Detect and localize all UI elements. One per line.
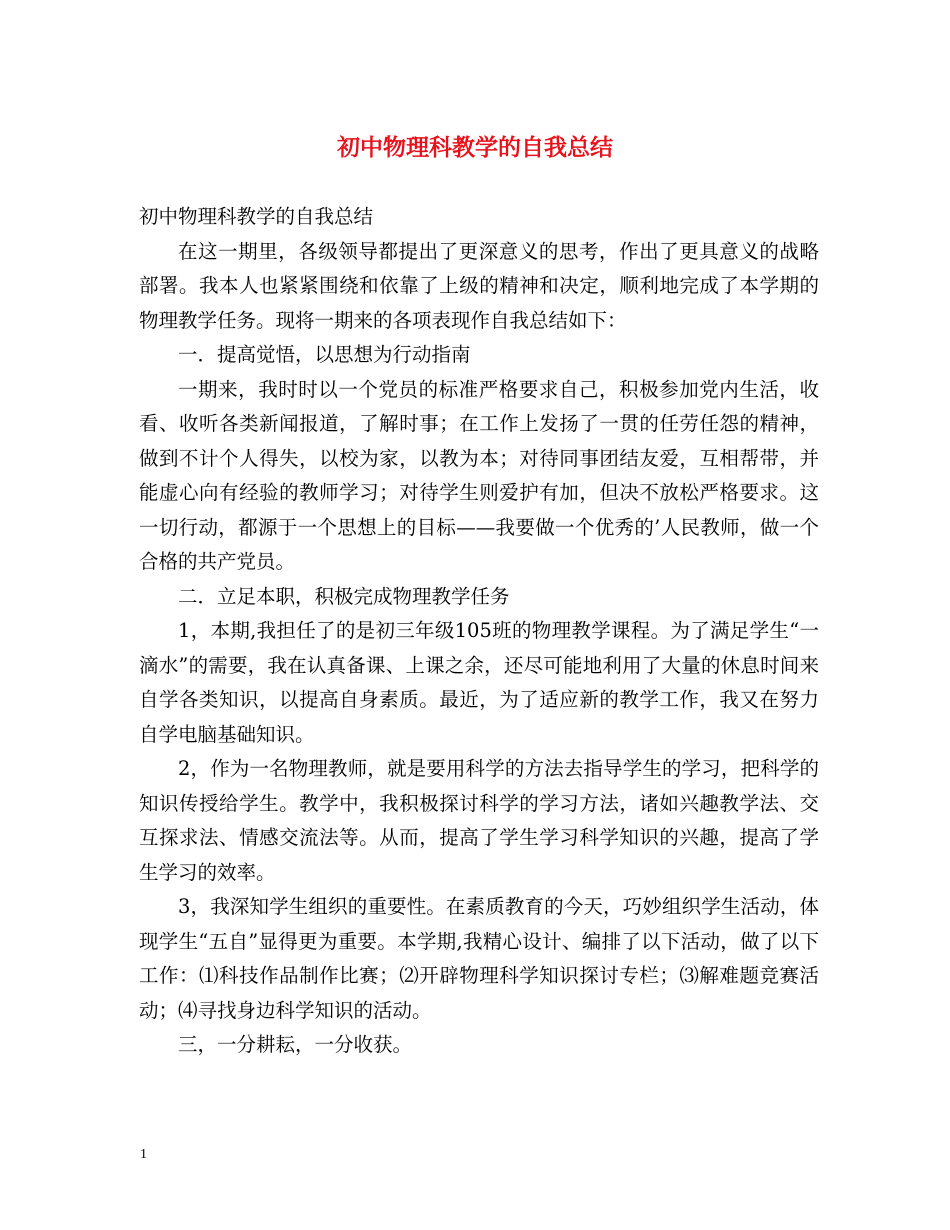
paragraph: 2，作为一名物理教师，就是要用科学的方法去指导学生的学习，把科学的知识传授给学生。教学中，我积极探讨科学的学习方法，诸如兴趣教学法、交互探求法、情感交流法等。从而，提高了学生学习科学知识的兴趣，提高了学生学习的效率。 xyxy=(139,757,819,884)
paragraph: 1，本期,我担任了的是初三年级105班的物理教学课程。为了满足学生“一滴水”的需要，我在认真备课、上课之余，还尽可能地利用了大量的休息时间来自学各类知识，以提高自身素质。最近，为了适应新的教学工作，我又在努力自学电脑基础知识。 xyxy=(139,619,819,746)
paragraph: 初中物理科教学的自我总结 xyxy=(139,205,374,228)
section-heading: 三，一分耕耘，一分收获。 xyxy=(178,1033,413,1056)
page-number: 1 xyxy=(140,1147,147,1162)
document-body xyxy=(139,200,819,1063)
paragraph: 在这一期里，各级领导都提出了更深意义的思考，作出了更具意义的战略部署。我本人也紧紧围绕和依靠了上级的精神和决定，顺利地完成了本学期的物理教学任务。现将一期来的各项表现作自我总结如下： xyxy=(139,239,819,332)
section-heading: 二．立足本职，积极完成物理教学任务 xyxy=(178,584,510,608)
paragraph: 3，我深知学生组织的重要性。在素质教育的今天，巧妙组织学生活动，体现学生“五自”显得更为重要。本学期,我精心设计、编排了以下活动，做了以下工作：⑴科技作品制作比赛；⑵开辟物理科学知识探讨专栏；⑶解难题竞赛活动；⑷寻找身边科学知识的活动。 xyxy=(139,895,819,1022)
document-title: 初中物理科教学的自我总结 xyxy=(337,134,613,161)
paragraph: 一期来，我时时以一个党员的标准严格要求自己，积极参加党内生活，收看、收听各类新闻报道，了解时事；在工作上发扬了一贯的任劳任怨的精神，做到不计个人得失，以校为家，以教为本；对待同事团结友爱，互相帮带，并能虚心向有经验的教师学习；对待学生则爱护有加，但决不放松严格要求。这一切行动，都源于一个思想上的目标——我要做一个优秀的’人民教师，做一个合格的共产党员。 xyxy=(139,377,819,573)
section-heading: 一．提高觉悟，以思想为行动指南 xyxy=(178,343,471,366)
